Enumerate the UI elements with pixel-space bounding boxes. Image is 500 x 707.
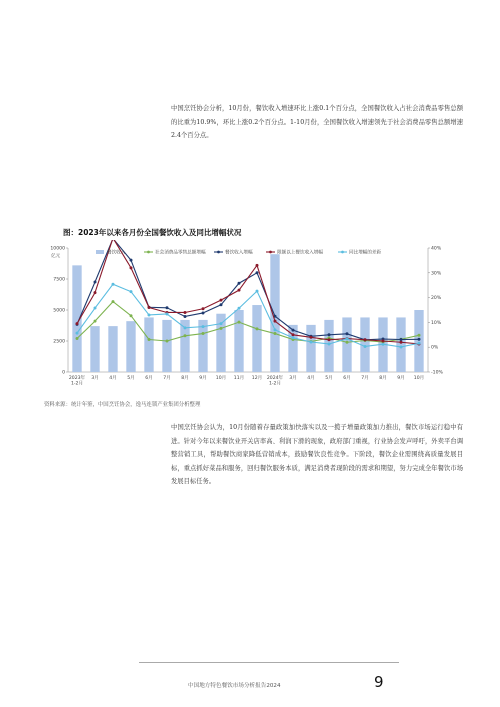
series-point xyxy=(328,333,331,336)
chart-svg xyxy=(48,240,456,390)
series-point xyxy=(274,332,277,335)
series-point xyxy=(346,332,349,335)
y-left-tick-label: 0 xyxy=(62,370,65,376)
x-tick-label: 9月 xyxy=(397,376,405,381)
series-point xyxy=(418,338,421,341)
series-point xyxy=(310,336,313,339)
series-point xyxy=(292,329,295,332)
x-tick-label: 8月 xyxy=(181,376,189,381)
bar xyxy=(90,326,99,372)
series-point xyxy=(76,322,79,325)
bar xyxy=(126,321,135,372)
legend-swatch xyxy=(96,250,104,254)
bar xyxy=(252,305,261,372)
series-point xyxy=(238,321,241,324)
x-tick-label: 6月 xyxy=(145,376,153,381)
series-point xyxy=(220,322,223,325)
intro-paragraph: 中国烹饪协会分析，10月份，餐饮收入增速环比上涨0.1个百分点，全国餐饮收入占社会消费品零售总额的比重为10.9%，环比上涨0.2个百分点。1-10月份，全国餐饮收入增速领先于社会消费品零售总额增速2.4个百分点。 xyxy=(171,105,463,139)
series-point xyxy=(184,334,187,337)
series-point xyxy=(148,313,151,316)
y-left-tick-label: 10000 xyxy=(50,246,65,252)
x-tick-label: 8月 xyxy=(379,376,387,381)
series-point xyxy=(292,336,295,339)
series-point xyxy=(400,345,403,348)
series-point xyxy=(238,282,241,285)
x-tick-label: 5月 xyxy=(127,376,135,381)
series-point xyxy=(166,306,169,309)
y-left-tick-label: 5000 xyxy=(53,308,65,314)
legend-marker xyxy=(147,251,150,254)
x-tick-label: 4月 xyxy=(307,376,315,381)
x-tick-label: 10月 xyxy=(215,376,227,381)
legend-label: 社会消费品零售总额增幅 xyxy=(155,250,206,256)
series-point xyxy=(328,338,331,341)
series-point xyxy=(400,341,403,344)
bar xyxy=(306,325,315,372)
legend-label: 餐饮收入增幅 xyxy=(225,250,253,256)
bar xyxy=(162,320,171,372)
footer-divider xyxy=(139,662,399,663)
x-tick-label: 9月 xyxy=(199,376,207,381)
series-point xyxy=(220,327,223,330)
series-point xyxy=(130,290,133,293)
series-point xyxy=(274,320,277,323)
series-point xyxy=(112,283,115,286)
series-point xyxy=(94,291,97,294)
x-tick-label: 11月 xyxy=(233,376,245,381)
series-point xyxy=(76,332,79,335)
series-point xyxy=(166,312,169,315)
series-point xyxy=(292,333,295,336)
series-point xyxy=(184,315,187,318)
y-right-tick-label: 10% xyxy=(431,320,442,326)
series-point xyxy=(130,266,133,269)
series-point xyxy=(166,340,169,343)
x-tick-label: 3月 xyxy=(91,376,99,381)
series-point xyxy=(364,345,367,348)
bar xyxy=(270,254,279,372)
legend-marker xyxy=(217,251,220,254)
series-point xyxy=(256,271,259,274)
x-tick-label: 4月 xyxy=(109,376,117,381)
bar xyxy=(396,317,405,372)
analysis-paragraph: 中国烹饪协会认为，10月份随着存量政策加快落实以及一揽子增量政策加力推出，餐饮市场运行稳中有进。针对今年以来餐饮业开关店率高、利润下滑的现象，政府部门重视，行业协会发声呼吁，外卖平台调整营销工具，帮助餐饮商家降低营销成本，鼓励餐饮良性竞争。下阶段，餐饮企业需围绕高质量发展目标，重点抓好菜品和服务，回归餐饮服务本质，满足消费者现阶段的需求和期望，努力完成全年餐饮市场发展目标任务。 xyxy=(171,424,463,485)
series-point xyxy=(382,340,385,343)
series-point xyxy=(202,332,205,335)
x-tick-label: 7月 xyxy=(361,376,369,381)
x-tick-label: 5月 xyxy=(325,376,333,381)
series-point xyxy=(184,326,187,329)
bar xyxy=(342,317,351,372)
chart xyxy=(48,240,456,390)
x-tick-label: 2024年 1-2月 xyxy=(266,376,284,387)
x-tick-label: 12月 xyxy=(251,376,263,381)
legend-label: 同比增幅的差距 xyxy=(349,250,382,256)
series-point xyxy=(274,328,277,331)
series-point xyxy=(76,337,79,340)
series-point xyxy=(238,289,241,292)
series-point xyxy=(130,259,133,262)
x-tick-label: 2023年 1-2月 xyxy=(68,376,86,387)
x-tick-label: 3月 xyxy=(289,376,297,381)
series-point xyxy=(256,264,259,267)
series-point xyxy=(112,300,115,303)
series-point xyxy=(94,280,97,283)
series-point xyxy=(94,320,97,323)
series-point xyxy=(346,341,349,344)
series-point xyxy=(94,307,97,310)
series-point xyxy=(310,340,313,343)
series-point xyxy=(148,306,151,309)
series-point xyxy=(202,325,205,328)
legend-label: 限额以上餐饮收入增幅 xyxy=(277,250,323,256)
series-point xyxy=(382,343,385,346)
series-point xyxy=(400,338,403,341)
bar xyxy=(324,320,333,372)
x-tick-label: 7月 xyxy=(163,376,171,381)
y-left-tick-label: 7500 xyxy=(53,277,65,283)
series-point xyxy=(202,307,205,310)
y-right-tick-label: 0% xyxy=(431,345,439,351)
footer-title: 中国地方特色餐饮市场分析报告2024 xyxy=(188,683,281,689)
legend-marker xyxy=(341,251,344,254)
legend-marker xyxy=(269,251,272,254)
series-point xyxy=(220,299,223,302)
series-point xyxy=(148,338,151,341)
series-point xyxy=(202,311,205,314)
series-point xyxy=(418,342,421,345)
y-left-tick-label: 2500 xyxy=(53,339,65,345)
series-point xyxy=(184,311,187,314)
y-right-tick-label: 40% xyxy=(431,246,442,252)
x-tick-label: 10月 xyxy=(413,376,425,381)
series-point xyxy=(328,342,331,345)
page-number: 9 xyxy=(374,673,384,691)
x-tick-label: 6月 xyxy=(343,376,351,381)
y-left-unit: 亿元 xyxy=(51,254,61,259)
y-right-tick-label: 30% xyxy=(431,271,442,277)
legend-label: 餐饮收入 xyxy=(107,250,126,256)
bar xyxy=(414,310,423,372)
bar xyxy=(144,317,153,372)
y-right-tick-label: 20% xyxy=(431,296,442,302)
series-point xyxy=(256,327,259,330)
series-point xyxy=(418,334,421,337)
series-point xyxy=(364,338,367,341)
bar xyxy=(108,326,117,372)
series-point xyxy=(238,307,241,310)
series-point xyxy=(220,303,223,306)
series-point xyxy=(256,290,259,293)
figure-title: 图：2023年以来各月份全国餐饮收入及同比增幅状况 xyxy=(63,228,242,237)
series-point xyxy=(130,314,133,317)
y-right-tick-label: -10% xyxy=(431,370,443,376)
bar xyxy=(234,310,243,372)
series-point xyxy=(346,337,349,340)
figure-source: 资料来源：统计年鉴，中国烹饪协会，逸马连锁产业集团分析整理 xyxy=(44,402,201,408)
